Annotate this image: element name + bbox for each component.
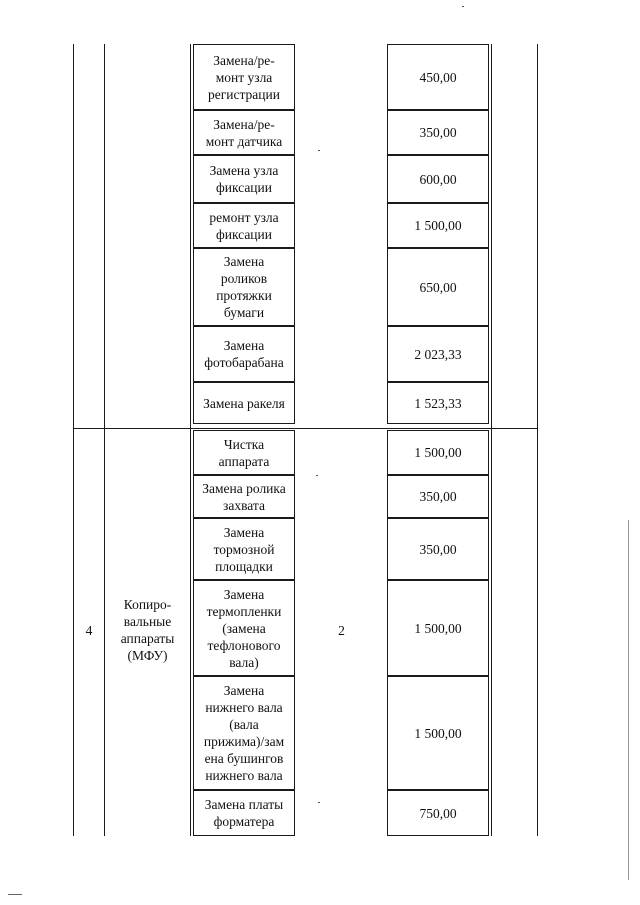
price-cell: 1 523,33	[387, 382, 489, 424]
service-cell: Замена платы форматера	[193, 790, 295, 836]
table-divider-device-col	[190, 44, 191, 836]
service-cell: Замена/ре- монт узла регистрации	[193, 44, 295, 110]
service-cell: Замена ракеля	[193, 382, 295, 424]
price-cell: 350,00	[387, 475, 489, 518]
price-cell: 1 500,00	[387, 676, 489, 790]
table-divider-number-col	[104, 44, 105, 836]
device-name: Копиро- вальные аппараты (МФУ)	[120, 597, 175, 663]
scan-speck	[316, 475, 318, 476]
block-separator	[73, 428, 538, 429]
price-cell: 1 500,00	[387, 430, 489, 475]
price-cell: 1 500,00	[387, 580, 489, 676]
table-divider-qty-col	[491, 44, 492, 836]
service-cell: Замена ролика захвата	[193, 475, 295, 518]
quantity: 2	[338, 622, 345, 638]
scan-edge-right	[628, 520, 629, 880]
service-cell: Замена нижнего вала (вала прижима)/зам ена бушингов нижнего вала	[193, 676, 295, 790]
scan-mark-bottom-left	[8, 894, 22, 895]
service-cell: Замена/ре- монт датчика	[193, 110, 295, 155]
table-border-left	[73, 44, 74, 836]
price-cell: 2 023,33	[387, 326, 489, 382]
service-cell: Замена роликов протяжки бумаги	[193, 248, 295, 326]
scan-speck	[318, 802, 320, 803]
price-cell: 750,00	[387, 790, 489, 836]
service-cell: Чистка аппарата	[193, 430, 295, 475]
row-number: 4	[85, 622, 93, 638]
price-cell: 350,00	[387, 110, 489, 155]
service-cell: Замена термопленки (замена тефлонового вала)	[193, 580, 295, 676]
service-cell: Замена фотобарабана	[193, 326, 295, 382]
price-cell: 650,00	[387, 248, 489, 326]
price-cell: 450,00	[387, 44, 489, 110]
scan-speck	[318, 150, 320, 151]
service-cell: Замена тормозной площадки	[193, 518, 295, 580]
service-cell: Замена узла фиксации	[193, 155, 295, 203]
price-cell: 350,00	[387, 518, 489, 580]
scan-speck	[462, 6, 464, 7]
price-cell: 600,00	[387, 155, 489, 203]
table-border-right	[537, 44, 538, 836]
price-cell: 1 500,00	[387, 203, 489, 248]
service-cell: ремонт узла фиксации	[193, 203, 295, 248]
